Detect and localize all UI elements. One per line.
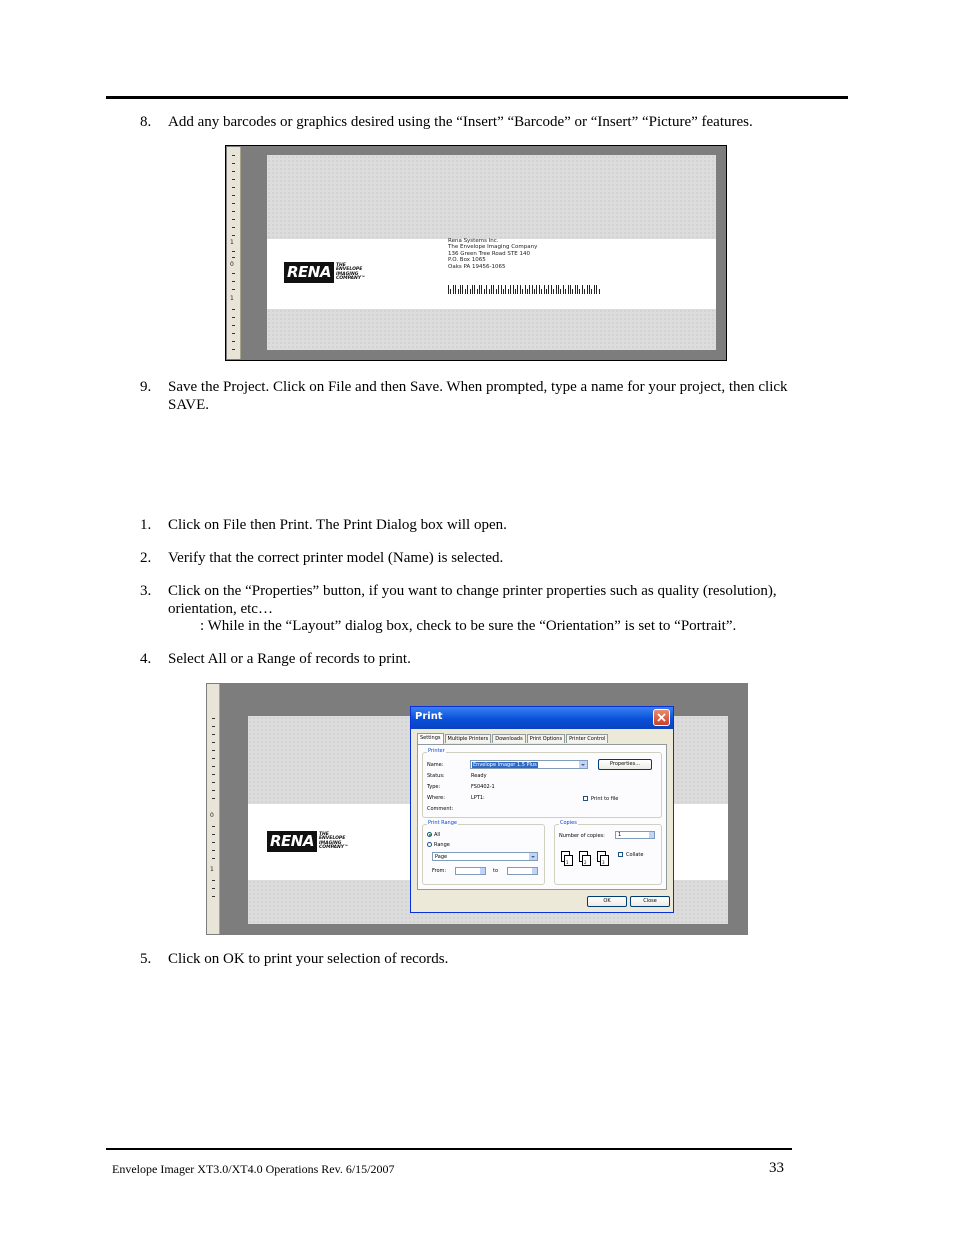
barcode-bar [491, 285, 492, 294]
logo-tagline [336, 264, 366, 282]
barcode-bar [587, 285, 588, 294]
ruler-label: 0 [210, 812, 214, 819]
settings-panel [417, 744, 667, 890]
barcode-bar [544, 285, 545, 294]
collate-page-icon [600, 855, 609, 866]
barcode-bar [575, 285, 576, 294]
vertical-ruler[interactable] [227, 147, 241, 359]
barcode-bar [560, 289, 561, 294]
step-text: Click on the “Properties” button, if you want to change printer properties such as quality (resolution), orientation, etc… [168, 583, 777, 617]
barcode-bar [532, 285, 533, 294]
barcode-bar [565, 289, 566, 294]
tab-settings[interactable]: Settings [417, 733, 444, 744]
logo-tag-line: IMAGING [318, 840, 342, 846]
barcode-bar [563, 285, 564, 294]
barcode-bar [503, 289, 504, 294]
barcode-bar [453, 285, 454, 294]
properties-button[interactable]: Properties... [598, 759, 652, 770]
step-number: 3. [140, 583, 152, 599]
barcode-bar [460, 285, 461, 294]
all-radio[interactable] [427, 832, 432, 837]
barcode-bar [536, 285, 537, 294]
barcode-bar [525, 285, 526, 294]
barcode-bar [465, 289, 466, 294]
copies-value: 1 [618, 832, 622, 838]
ruler-label: 1 [230, 295, 234, 302]
barcode-bar [599, 289, 600, 294]
step-text: Add any barcodes or graphics desired using the “Insert” “Barcode” or “Insert” “Picture” features. [168, 114, 753, 130]
tab-downloads[interactable]: Downloads [492, 734, 525, 743]
barcode-bar [470, 289, 471, 294]
barcode-bar [556, 285, 557, 294]
barcode-bar [534, 289, 535, 294]
address-line: P.O. Box 1065 [448, 257, 486, 264]
range-radio[interactable] [427, 842, 432, 847]
copies-group [554, 820, 662, 885]
step-text: Verify that the correct printer model (Name) is selected. [168, 550, 504, 566]
barcode-bar [527, 289, 528, 294]
barcode-bar [541, 289, 542, 294]
print-dialog [410, 706, 674, 913]
barcode-bar [489, 289, 490, 294]
barcode-bar [589, 285, 590, 294]
address-line: Rena Systems Inc. [448, 238, 499, 244]
print-step-3 [140, 582, 830, 622]
dialog-tabs [417, 734, 609, 744]
tab-multiple-printers[interactable]: Multiple Printers [445, 734, 492, 743]
step-number: 9. [140, 379, 152, 395]
group-label: Copies [560, 820, 577, 826]
step-number: 2. [140, 550, 152, 566]
logo-tag-line: COMPANY™ [335, 276, 366, 281]
header-rule [106, 96, 848, 99]
orientation-note: : While in the “Layout” dialog box, check to be sure the “Orientation” is set to “Portrait”. [200, 618, 737, 634]
spinner-arrows-icon[interactable] [649, 832, 654, 838]
barcode-bar [551, 285, 552, 294]
copies-label: Number of copies: [559, 833, 605, 839]
barcode-bar [455, 285, 456, 294]
footer-rule [106, 1148, 792, 1150]
type-label: Type: [427, 784, 441, 790]
ruler-label: 1 [210, 866, 214, 873]
group-label: Printer [428, 748, 445, 754]
logo-tag-line: COMPANY™ [318, 845, 349, 850]
barcode-bar [486, 285, 487, 294]
barcode-bar [513, 285, 514, 294]
barcode-bar [570, 285, 571, 294]
status-label: Status: [427, 773, 445, 779]
where-label: Where: [427, 795, 445, 801]
print-range-group [422, 820, 545, 885]
range-unit-select[interactable] [432, 852, 538, 861]
ok-button[interactable]: OK [587, 896, 627, 907]
all-label: All [434, 832, 441, 838]
logo-wordmark: RENA [267, 831, 317, 852]
barcode-bar [539, 285, 540, 294]
step-number: 8. [140, 114, 152, 130]
step-8 [140, 113, 830, 131]
barcode-bar [568, 285, 569, 294]
type-value: FS0402-1 [471, 784, 495, 790]
step-9 [140, 378, 830, 418]
page-number: 33 [769, 1160, 784, 1176]
dialog-titlebar[interactable] [411, 707, 673, 729]
comment-label: Comment: [427, 806, 454, 812]
collate-page-icon [582, 855, 591, 866]
collate-checkbox[interactable] [618, 852, 623, 857]
collate-page-number: 2 [584, 860, 587, 865]
barcode-bar [515, 289, 516, 294]
from-spinner[interactable] [455, 867, 486, 875]
barcode-bar [462, 285, 463, 294]
step-text: Select All or a Range of records to print. [168, 651, 411, 667]
spinner-arrows-icon[interactable] [532, 868, 537, 874]
dialog-title: Print [415, 711, 443, 722]
barcode-bar [522, 289, 523, 294]
barcode-bar [594, 285, 595, 294]
step-text: Click on OK to print your selection of records. [168, 951, 449, 967]
print-step-2 [140, 549, 830, 567]
rena-logo[interactable] [267, 831, 348, 852]
barcode-bar [496, 289, 497, 294]
barcode-bar [520, 285, 521, 294]
logo-tag-line: IMAGING [335, 271, 359, 277]
barcode-bar [481, 285, 482, 294]
printer-name-select[interactable] [470, 760, 588, 769]
barcode-bar [510, 285, 511, 294]
barcode-bar [467, 285, 468, 294]
range-unit-value: Page [435, 854, 448, 860]
barcode-bar [591, 289, 592, 294]
where-value: LPT1: [471, 795, 485, 801]
logo-tag-line: THE [318, 831, 329, 837]
step-number: 4. [140, 651, 152, 667]
barcode-bar [577, 285, 578, 294]
logo-tag-line: ENVELOPE [318, 836, 346, 841]
printer-name-value: Envelope Imager 1.5 Plus [473, 762, 537, 768]
barcode-bar [450, 289, 451, 294]
step-text: Save the Project. Click on File and then Save. When prompted, type a name for your project, then click SAVE. [168, 379, 788, 413]
barcode-bar [546, 289, 547, 294]
barcode-bar [477, 289, 478, 294]
barcode-bar [448, 285, 449, 294]
tab-print-options[interactable]: Print Options [527, 734, 565, 743]
close-button[interactable]: Close [630, 896, 670, 907]
status-value: Ready [471, 773, 487, 779]
address-line: 136 Green Tree Road STE 140 [448, 250, 530, 257]
vertical-ruler[interactable] [207, 684, 220, 934]
barcode-bar [517, 285, 518, 294]
collate-page-number: 3 [602, 860, 605, 865]
group-label: Print Range [428, 820, 457, 826]
rena-logo[interactable] [284, 262, 365, 283]
address-block[interactable] [448, 238, 537, 270]
print-step-5 [140, 950, 830, 968]
print-step-1 [140, 516, 830, 534]
footer-doc-title: Envelope Imager XT3.0/XT4.0 Operations Rev. 6/15/2007 [112, 1162, 395, 1176]
address-line: Oaks PA 19456-1065 [448, 263, 506, 270]
postal-barcode[interactable] [448, 285, 601, 294]
barcode-bar [529, 285, 530, 294]
barcode-bar [508, 289, 509, 294]
barcode-bar [505, 285, 506, 294]
ruler-label: 0 [230, 261, 234, 268]
printer-group [422, 748, 662, 818]
barcode-bar [501, 285, 502, 294]
to-spinner[interactable] [507, 867, 538, 875]
barcode-bar [484, 289, 485, 294]
barcode-bar [498, 285, 499, 294]
envelope-bottom-margin [267, 309, 716, 350]
step-text: Click on File then Print. The Print Dialog box will open. [168, 517, 507, 533]
barcode-bar [479, 285, 480, 294]
collate-page-icon [564, 855, 573, 866]
barcode-bar [493, 285, 494, 294]
tab-printer-control[interactable]: Printer Control [566, 734, 608, 743]
barcode-bar [474, 285, 475, 294]
barcode-bar [553, 289, 554, 294]
address-line: The Envelope Imaging Company [448, 244, 538, 251]
ruler-label: 1 [230, 239, 234, 246]
logo-tag-line: THE [335, 262, 346, 268]
chevron-down-icon[interactable] [529, 853, 537, 860]
barcode-bar [458, 289, 459, 294]
copies-spinner[interactable] [615, 831, 655, 839]
barcode-bar [582, 285, 583, 294]
logo-wordmark: RENA [284, 262, 334, 283]
spinner-arrows-icon[interactable] [480, 868, 485, 874]
chevron-down-icon[interactable] [579, 761, 587, 768]
name-label: Name: [427, 762, 444, 768]
barcode-bar [548, 285, 549, 294]
barcode-bar [572, 289, 573, 294]
barcode-bar [596, 285, 597, 294]
print-step-4 [140, 650, 830, 668]
collate-label: Collate [626, 852, 644, 858]
print-to-file-label: Print to file [591, 796, 619, 802]
close-icon[interactable] [653, 709, 670, 726]
to-label: to [493, 868, 499, 874]
collate-page-number: 1 [566, 860, 569, 865]
barcode-bar [579, 289, 580, 294]
range-label: Range [434, 842, 450, 848]
barcode-bar [584, 289, 585, 294]
step-number: 1. [140, 517, 152, 533]
envelope-top-margin [267, 155, 716, 239]
barcode-bar [558, 285, 559, 294]
logo-tag-line: ENVELOPE [335, 267, 363, 272]
logo-tagline [319, 833, 349, 851]
barcode-bar [472, 285, 473, 294]
step-number: 5. [140, 951, 152, 967]
from-label: From: [432, 868, 447, 874]
envelope-preview-figure [225, 145, 727, 361]
print-to-file-checkbox[interactable] [583, 796, 588, 801]
